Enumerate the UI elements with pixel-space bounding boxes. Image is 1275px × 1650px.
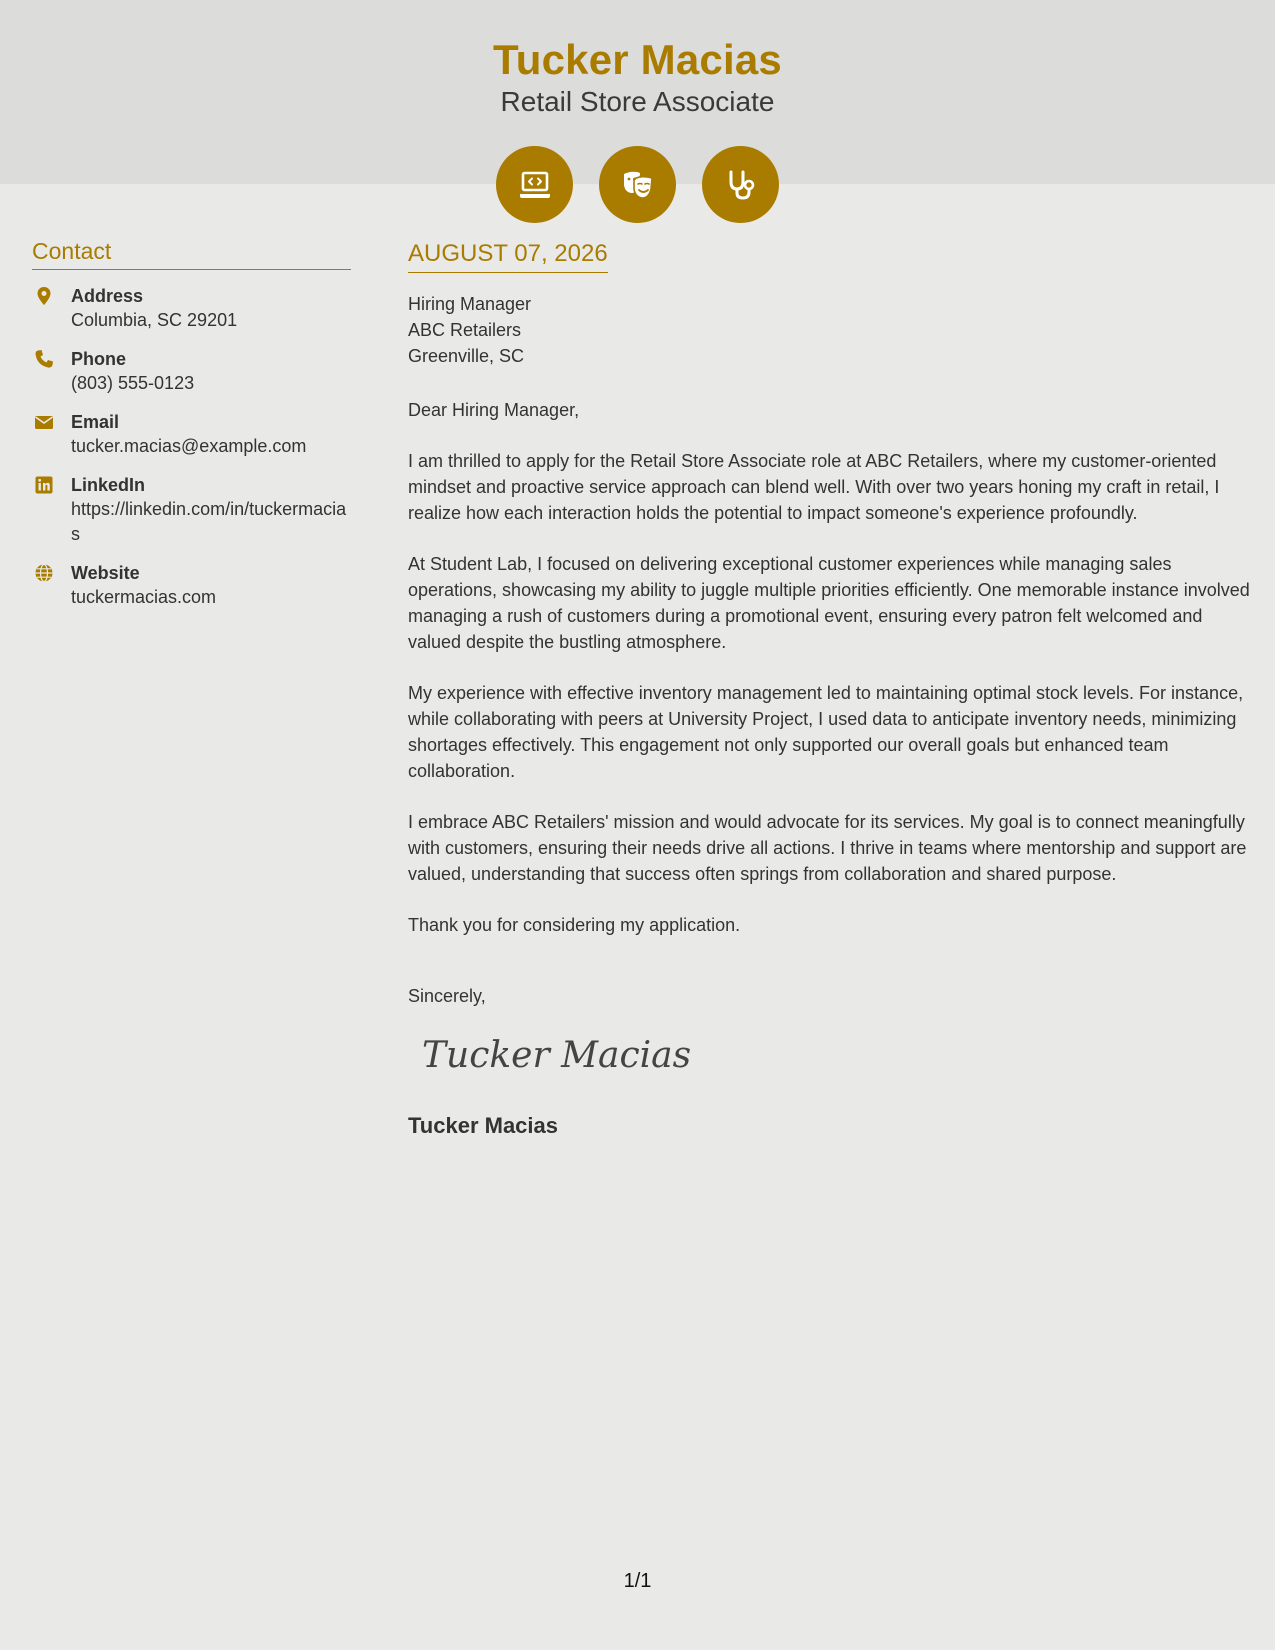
letter-paragraph: At Student Lab, I focused on delivering exceptional customer experiences while managing sales operations, showcasing my ability to juggle multiple priorities efficiently. One memorable instance involved managing a rush of customers during a promotional event, ensuring every patron felt welcomed and valued despite the bustling atmosphere.: [408, 554, 1250, 652]
recipient-block: [408, 291, 1253, 369]
closing: Sincerely,: [408, 986, 486, 1006]
theater-masks-icon: [599, 146, 676, 223]
letter-body: [408, 240, 1253, 1139]
phone-value: (803) 555-0123: [71, 373, 195, 393]
linkedin-icon: [34, 475, 54, 495]
website-value[interactable]: tuckermacias.com: [71, 587, 217, 607]
contact-email: [32, 410, 351, 459]
letter-paragraph: My experience with effective inventory management led to maintaining optimal stock levels. For instance, while collaborating with peers at University Project, I used data to anticipate inventory needs, minimizing shortages effectively. This engagement not only supported our overall goals but enhanced team collaboration.: [408, 683, 1244, 781]
salutation: Dear Hiring Manager,: [408, 400, 580, 420]
header-icons: [496, 146, 780, 223]
letter-paragraph: Thank you for considering my application.: [408, 915, 741, 935]
email-value: tucker.macias@example.com: [71, 436, 307, 456]
contact-website: [32, 561, 351, 610]
signer-name: Tucker Macias: [408, 1113, 559, 1138]
letter-paragraph: I embrace ABC Retailers' mission and would advocate for its services. My goal is to connect meaningfully with customers, ensuring their needs drive all actions. I thrive in teams where mentorship and support are valued, understanding that success often springs from collaboration and shared purpose.: [408, 812, 1247, 884]
stethoscope-icon: [702, 146, 779, 223]
contact-phone: [32, 347, 351, 396]
contact-section-title: Contact: [32, 238, 351, 270]
recipient-line: Hiring Manager: [408, 294, 532, 314]
recipient-line: ABC Retailers: [408, 320, 522, 340]
recipient-line: Greenville, SC: [408, 346, 525, 366]
email-label: Email: [71, 412, 120, 432]
phone-icon: [34, 349, 54, 369]
letter-paragraph: I am thrilled to apply for the Retail Store Associate role at ABC Retailers, where my customer-oriented mindset and proactive service approach can blend well. With over two years honing my craft in retail, I realize how each interaction holds the potential to impact someone's experience profoundly.: [408, 451, 1220, 523]
handwritten-signature: Tucker Macias: [422, 1035, 692, 1076]
job-title: Retail Store Associate: [500, 86, 775, 117]
laptop-code-icon: [496, 146, 573, 223]
letter-date: AUGUST 07, 2026: [408, 240, 608, 273]
linkedin-value[interactable]: https://linkedin.com/in/tuckermacias: [71, 499, 347, 544]
contact-sidebar: [32, 238, 351, 610]
website-label: Website: [71, 563, 140, 583]
linkedin-label: LinkedIn: [71, 475, 146, 495]
address-label: Address: [71, 286, 144, 306]
applicant-name: Tucker Macias: [493, 36, 782, 83]
envelope-icon: [34, 412, 54, 432]
page-number: 1/1: [623, 1570, 652, 1592]
map-pin-icon: [34, 286, 54, 306]
contact-address: [32, 284, 351, 333]
globe-icon: [34, 563, 54, 583]
contact-linkedin: [32, 473, 351, 547]
address-value: Columbia, SC 29201: [71, 310, 238, 330]
phone-label: Phone: [71, 349, 127, 369]
